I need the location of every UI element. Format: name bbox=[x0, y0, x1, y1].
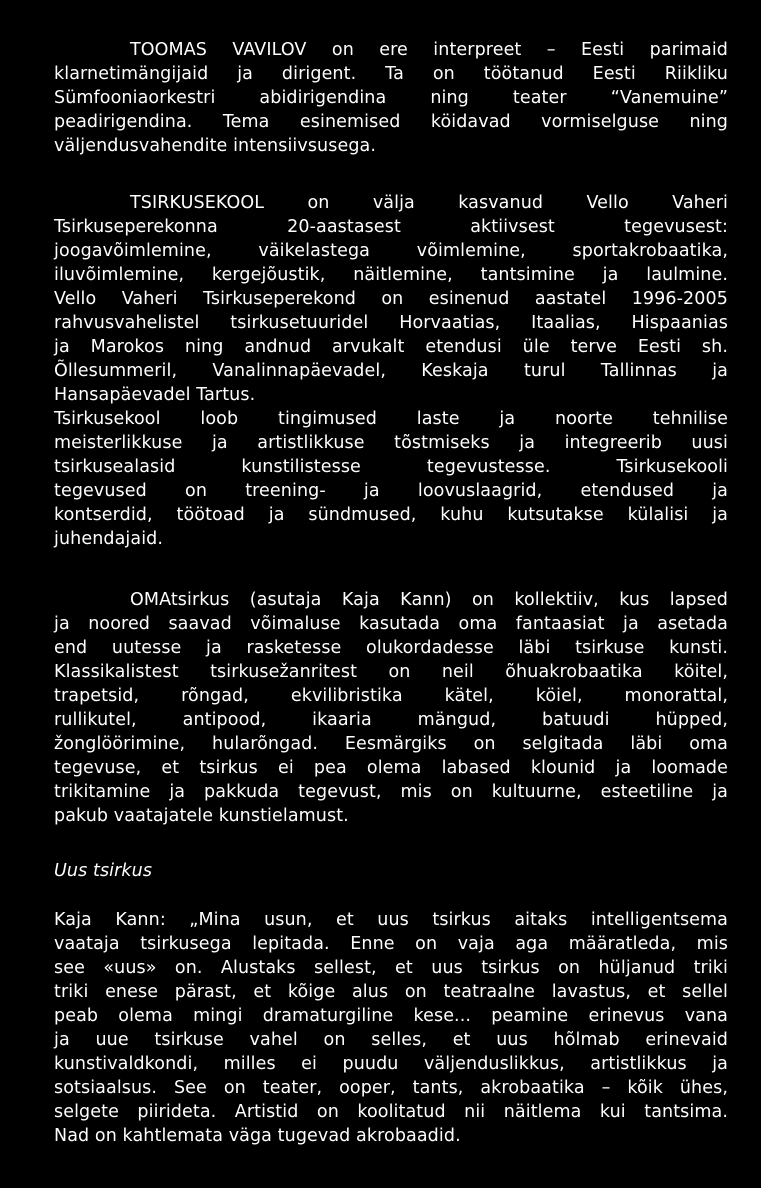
text-line: klarnetimängijaid ja dirigent. Ta on töötanud Eesti Riikliku bbox=[54, 64, 728, 84]
text-line: joogavõimlemine, väikelastega võimlemine, sportakrobaatika, bbox=[54, 241, 728, 261]
text-line: end uutesse ja rasketesse olukordadesse läbi tsirkuse kunsti. bbox=[54, 638, 728, 658]
paragraph-tsirkusekool bbox=[54, 191, 728, 551]
text-line: Õllesummeril, Vanalinnapäevadel, Keskaja turul Tallinnas ja bbox=[54, 361, 728, 381]
text-line: juhendajaid. bbox=[54, 529, 164, 549]
text-line: rahvusvahelistel tsirkusetuuridel Horvaatias, Itaalias, Hispaanias bbox=[54, 313, 728, 333]
text-line: trikitamine ja pakkuda tegevust, mis on kultuurne, esteetiline ja bbox=[54, 782, 728, 802]
text-line: Tsirkusekool loob tingimused laste ja noorte tehnilise bbox=[54, 409, 728, 429]
text-line: väljendusvahendite intensiivsusega. bbox=[54, 136, 377, 156]
text-line: tegevused on treening- ja loovuslaagrid, etendused ja bbox=[54, 481, 728, 501]
paragraph-kaja-kann-quote bbox=[54, 908, 728, 1148]
text-line: tsirkusealasid kunstilistesse tegevustesse. Tsirkusekooli bbox=[54, 457, 728, 477]
text-line: tegevuse, et tsirkus ei pea olema labased klounid ja loomade bbox=[54, 758, 728, 778]
text-line: meisterlikkuse ja artistlikkuse tõstmiseks ja integreerib uusi bbox=[54, 433, 728, 453]
text-line: see «uus» on. Alustaks sellest, et uus tsirkus on hüljanud triki bbox=[54, 958, 728, 978]
text-line: kunstivaldkondi, milles ei puudu väljenduslikkus, artistlikkus ja bbox=[54, 1054, 728, 1074]
text-line: ja uue tsirkuse vahel on selles, et uus hõlmab erinevaid bbox=[54, 1030, 728, 1050]
text-line: iluvõimlemine, kergejõustik, näitlemine, tantsimine ja laulmine. bbox=[54, 265, 728, 285]
text-line: Tsirkuseperekonna 20-aastasest aktiivsest tegevusest: bbox=[54, 217, 728, 237]
text-line: TSIRKUSEKOOL on välja kasvanud Vello Vaheri bbox=[130, 193, 728, 213]
section-heading-uus-tsirkus: Uus tsirkus bbox=[54, 861, 153, 881]
text-line: Hansapäevadel Tartus. bbox=[54, 385, 256, 405]
text-line: peab olema mingi dramaturgiline kese... peamine erinevus vana bbox=[54, 1006, 728, 1026]
paragraph-toomas-vavilov bbox=[54, 38, 728, 158]
text-line: TOOMAS VAVILOV on ere interpreet – Eesti parimaid bbox=[130, 40, 728, 60]
text-line: sotsiaalsus. See on teater, ooper, tants, akrobaatika – kõik ühes, bbox=[54, 1078, 728, 1098]
text-line: selgete piirideta. Artistid on koolitatud nii näitlema kui tantsima. bbox=[54, 1102, 728, 1122]
text-line: vaataja tsirkusega lepitada. Enne on vaja aga määratleda, mis bbox=[54, 934, 728, 954]
text-line: Sümfooniaorkestri abidirigendina ning teater “Vanemuine” bbox=[54, 88, 728, 108]
text-line: trapetsid, rõngad, ekvilibristika kätel, köiel, monorattal, bbox=[54, 686, 728, 706]
text-line: pakub vaatajatele kunstielamust. bbox=[54, 806, 349, 826]
paragraph-omatsirkus bbox=[54, 588, 728, 828]
text-line: rullikutel, antipood, ikaaria mängud, batuudi hüpped, bbox=[54, 710, 728, 730]
text-line: ja noored saavad võimaluse kasutada oma fantaasiat ja asetada bbox=[54, 614, 728, 634]
text-line: ja Marokos ning andnud arvukalt etendusi üle terve Eesti sh. bbox=[54, 337, 728, 357]
text-line: Klassikalistest tsirkusežanritest on neil õhuakrobaatika köitel, bbox=[54, 662, 728, 682]
text-line: Kaja Kann: „Mina usun, et uus tsirkus aitaks intelligentsema bbox=[54, 910, 728, 930]
text-line: kontserdid, töötoad ja sündmused, kuhu kutsutakse külalisi ja bbox=[54, 505, 728, 525]
text-line: Vello Vaheri Tsirkuseperekond on esinenud aastatel 1996-2005 bbox=[54, 289, 728, 309]
text-line: Nad on kahtlemata väga tugevad akrobaadid. bbox=[54, 1126, 461, 1146]
text-line: triki enese pärast, et kõige alus on teatraalne lavastus, et sellel bbox=[54, 982, 728, 1002]
text-line: peadirigendina. Tema esinemised köidavad vormiselguse ning bbox=[54, 112, 728, 132]
text-line: OMAtsirkus (asutaja Kaja Kann) on kollektiiv, kus lapsed bbox=[130, 590, 728, 610]
text-line: žonglöörimine, hularõngad. Eesmärgiks on selgitada läbi oma bbox=[54, 734, 728, 754]
